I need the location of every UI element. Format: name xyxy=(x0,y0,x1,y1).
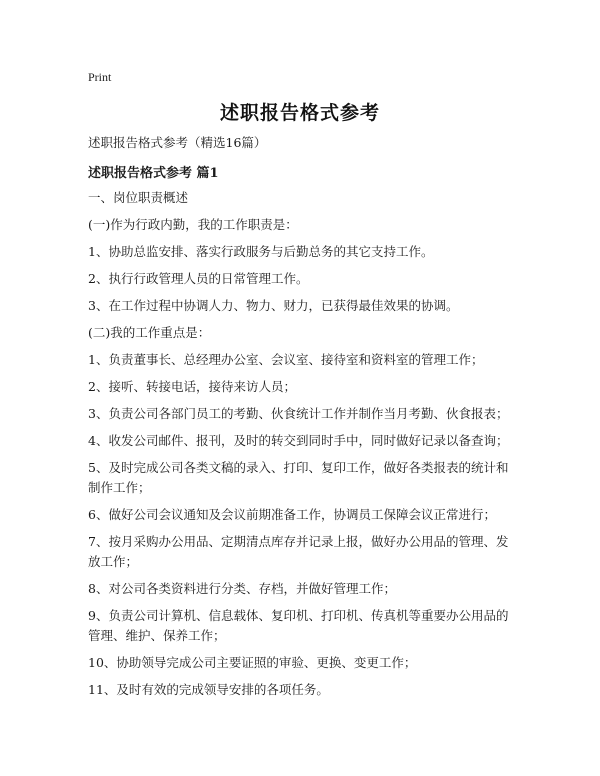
paragraph: 3、在工作过程中协调人力、物力、财力，已获得最佳效果的协调。 xyxy=(88,298,459,313)
paragraph: 1、负责董事长、总经理办公室、会议室、接待室和资料室的管理工作； xyxy=(88,352,484,367)
print-link[interactable]: Print xyxy=(88,70,112,84)
paragraph: 9、负责公司计算机、信息载体、复印机、打印机、传真机等重要办公用品的管理、维护、保养工作； xyxy=(88,608,509,643)
paragraph: 3、负责公司各部门员工的考勤、伙食统计工作并制作当月考勤、伙食报表； xyxy=(88,406,509,421)
paragraph: 2、执行行政管理人员的日常管理工作。 xyxy=(88,271,309,286)
paragraph: (二)我的工作重点是： xyxy=(88,325,211,340)
paragraph: 5、及时完成公司各类文稿的录入、打印、复印工作，做好各类报表的统计和制作工作； xyxy=(88,460,509,495)
paragraph: 8、对公司各类资料进行分类、存档，并做好管理工作； xyxy=(88,581,396,596)
paragraph: (一)作为行政内勤，我的工作职责是： xyxy=(88,217,298,232)
document-subtitle: 述职报告格式参考（精选16篇） xyxy=(88,135,267,150)
section-heading: 述职报告格式参考 篇1 xyxy=(88,166,219,181)
paragraph: 11、及时有效的完成领导安排的各项任务。 xyxy=(88,682,329,697)
paragraph: 6、做好公司会议通知及会议前期准备工作，协调员工保障会议正常进行； xyxy=(88,507,496,522)
paragraph: 一、岗位职责概述 xyxy=(88,190,189,205)
document-title: 述职报告格式参考 xyxy=(219,102,380,124)
paragraph: 1、协助总监安排、落实行政服务与后勤总务的其它支持工作。 xyxy=(88,244,434,259)
paragraph: 4、收发公司邮件、报刊，及时的转交到同时手中，同时做好记录以备查询； xyxy=(88,433,509,448)
paragraph: 10、协助领导完成公司主要证照的审验、更换、变更工作； xyxy=(88,655,417,670)
document-body xyxy=(88,188,512,707)
paragraph: 2、接听、转接电话，接待来访人员； xyxy=(88,379,296,394)
paragraph: 7、按月采购办公用品、定期清点库存并记录上报，做好办公用品的管理、发放工作； xyxy=(88,534,509,569)
